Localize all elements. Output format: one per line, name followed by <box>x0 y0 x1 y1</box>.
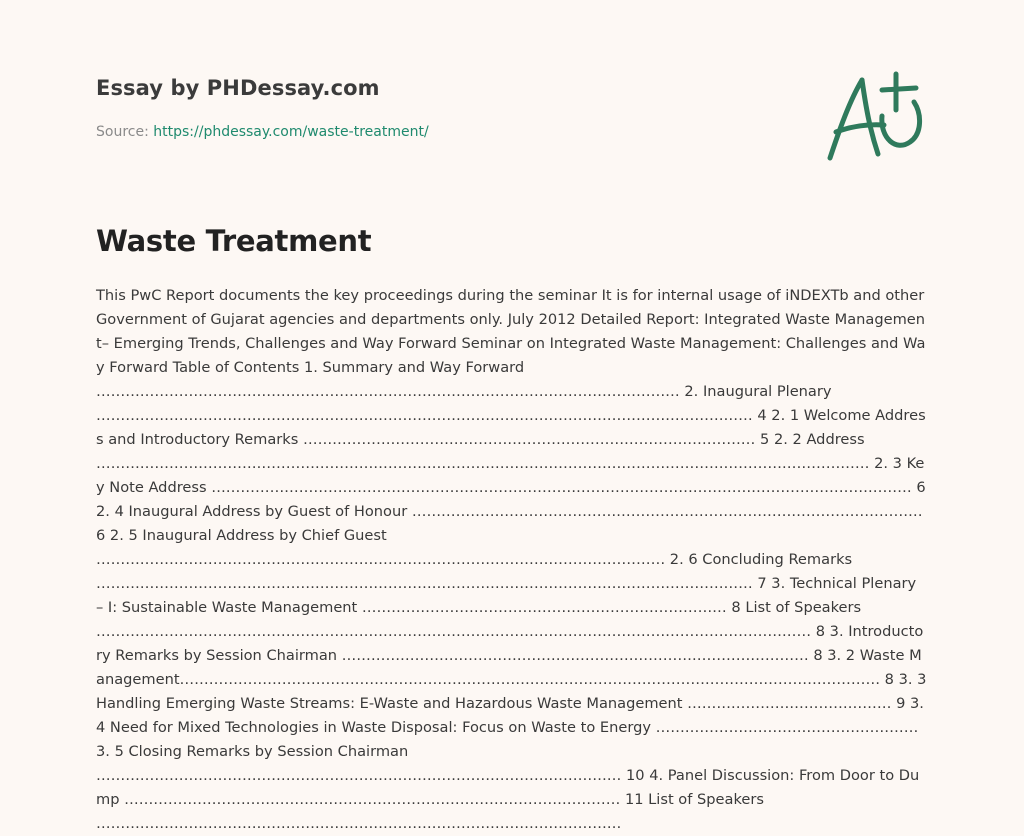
a-plus-icon <box>822 68 932 168</box>
source-line <box>96 124 429 140</box>
site-brand: Essay by PHDessay.com <box>96 76 380 100</box>
source-link[interactable]: https://phdessay.com/waste-treatment/ <box>153 124 429 140</box>
page-header <box>96 76 796 140</box>
document-title: Waste Treatment <box>96 224 372 258</box>
source-label: Source: <box>96 124 154 140</box>
document-body: This PwC Report documents the key proceedings during the seminar It is for internal usage of iNDEXTb and other Government of Gujarat agencies and departments only. July 2012 Detailed Report: Integrated Waste Management– Emerging Trends, Challenges and Way Forward Seminar on Integrated Waste Management: Challenges and Way Forward Table of Contents 1. Summary and Way Forward ………………………………………………………………………………………………………… 2. Inaugural Plenary ……………………………………………………………………………………………………………………… 4 2. 1 Welcome Address and Introductory Remarks ………………………………………………………………………………… 5 2. 2 Address …………………………………………………………………………………………………………………………………………… 2. 3 Key Note Address ……………………………………………………………………………………………………………………………… 6 2. 4 Inaugural Address by Guest of Honour …………………………………………………………………………………………… 6 2. 5 Inaugural Address by Chief Guest ……………………………………………………………………………………………………… 2. 6 Concluding Remarks ……………………………………………………………………………………………………………………… 7 3. Technical Plenary – I: Sustainable Waste Management ………………………………………………………………… 8 List of Speakers ………………………………………………………………………………………………………………………………… 8 3. Introductory Remarks by Session Chairman …………………………………………………………………………………… 8 3. 2 Waste Management……………………………………………………………………………………………………………………………… 8 3. 3 Handling Emerging Waste Streams: E-Waste and Hazardous Waste Management …………………………………… 9 3. 4 Need for Mixed Technologies in Waste Disposal: Focus on Waste to Energy ……………………………………………… 3. 5 Closing Remarks by Session Chairman ……………………………………………………………………………………………… 10 4. Panel Discussion: From Door to Dump ………………………………………………………………………………………… 11 List of Speakers ……………………………………………………………………………………………… <box>96 287 927 832</box>
a-plus-grade-logo <box>822 68 932 168</box>
